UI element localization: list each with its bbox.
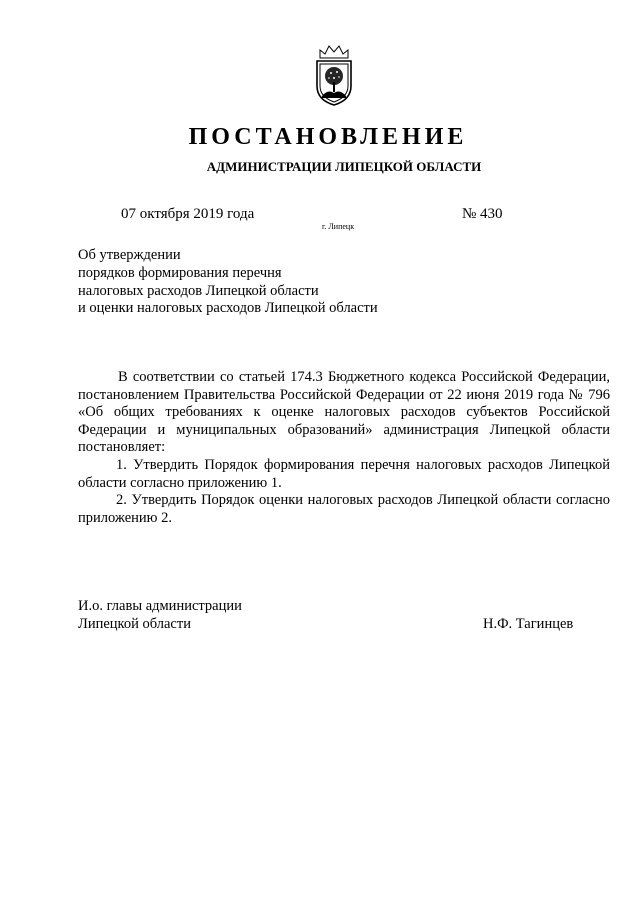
signer-name: Н.Ф. Тагинцев <box>483 616 574 632</box>
document-subtitle: АДМИНИСТРАЦИИ ЛИПЕЦКОЙ ОБЛАСТИ <box>206 159 482 174</box>
subject-line: порядков формирования перечня <box>78 264 282 281</box>
document-city: г. Липецк <box>322 222 355 231</box>
subject-line: налоговых расходов Липецкой области <box>78 282 319 299</box>
document-title: ПОСТАНОВЛЕНИЕ <box>188 124 468 150</box>
subject-line: и оценки налоговых расходов Липецкой области <box>78 300 378 317</box>
signer-position-line: Липецкой области <box>78 615 191 632</box>
document-body <box>78 369 610 527</box>
body-paragraph: В соответствии со статьей 174.3 Бюджетного кодекса Российской Федерации, постановлением Правительства Российской Федерации от 22 июня 2019 года № 796 «Об общих требованиях к оценке налоговых расходов субъектов Российской Федерации и муниципальных образований» администрация Липецкой области постановляет: <box>78 369 610 456</box>
subject-line: Об утверждении <box>78 247 181 263</box>
document-date: 07 октября 2019 года <box>121 206 255 222</box>
signer-position-line: И.о. главы администрации <box>78 598 242 614</box>
signer-position <box>78 598 242 634</box>
document-number: № 430 <box>462 206 503 222</box>
body-paragraph: 1. Утвердить Порядок формирования перечня налоговых расходов Липецкой области согласно приложению 1. <box>78 456 610 491</box>
document-subject <box>78 247 378 318</box>
lipetsk-coat-of-arms-icon <box>312 42 356 108</box>
body-paragraph: 2. Утвердить Порядок оценки налоговых расходов Липецкой области согласно приложению 2. <box>78 492 610 526</box>
